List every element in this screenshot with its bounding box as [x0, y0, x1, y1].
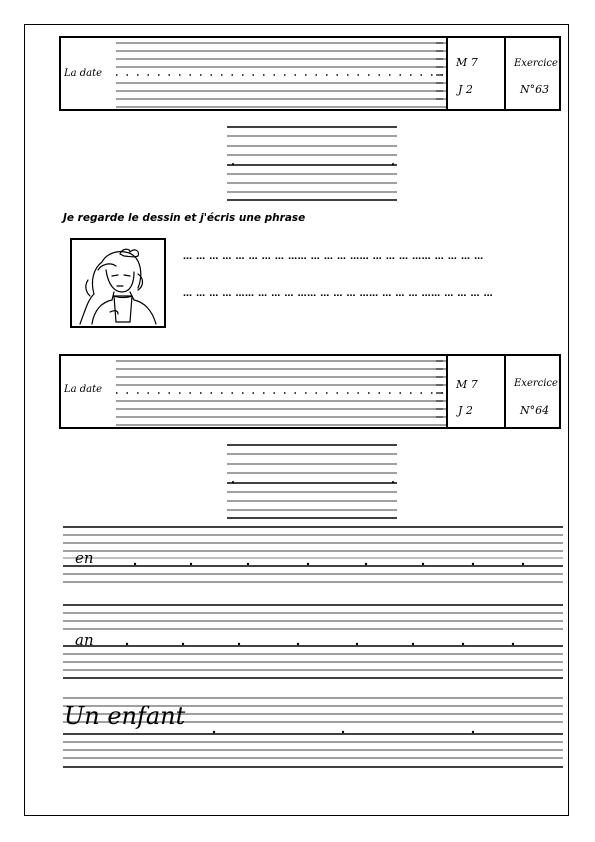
- exercise-cell: [504, 38, 561, 109]
- title-writing-lines[interactable]: [227, 440, 397, 520]
- writing-lines-en[interactable]: [63, 520, 563, 590]
- date-writing-lines[interactable]: [116, 38, 446, 109]
- date-label: La date: [64, 68, 103, 79]
- exercise-number: N°63: [520, 83, 550, 96]
- m-text: M 7: [456, 56, 478, 69]
- exercise-label: Exercice: [514, 58, 558, 69]
- exercise-label: Exercice: [514, 378, 558, 389]
- model-word-un-enfant: Un enfant: [64, 702, 186, 730]
- exercise-64-header: [59, 354, 561, 429]
- m-text: M 7: [456, 378, 478, 391]
- writing-lines-an[interactable]: [63, 596, 563, 686]
- m-j-cell: [446, 38, 506, 109]
- date-label: La date: [64, 384, 103, 395]
- date-writing-lines[interactable]: [116, 356, 446, 427]
- instruction-text: Je regarde le dessin et j'écris une phrase: [63, 212, 306, 224]
- answer-line-2[interactable]: … … … … …… … … … …… … … … …… … … … …… … … … …: [183, 289, 494, 299]
- j-text: J 2: [458, 83, 473, 96]
- title-writing-lines[interactable]: [227, 122, 397, 202]
- girl-drinking-icon: [70, 238, 166, 328]
- answer-line-1[interactable]: … … … … … … … … …… … … … …… … … … …… … … … …: [183, 252, 484, 262]
- model-word-en: en: [75, 549, 94, 567]
- exercise-63-header: [59, 36, 561, 111]
- exercise-number: N°64: [520, 404, 550, 417]
- model-word-an: an: [75, 631, 94, 649]
- j-text: J 2: [458, 404, 473, 417]
- m-j-cell: [446, 356, 506, 427]
- exercise-cell: [504, 356, 561, 427]
